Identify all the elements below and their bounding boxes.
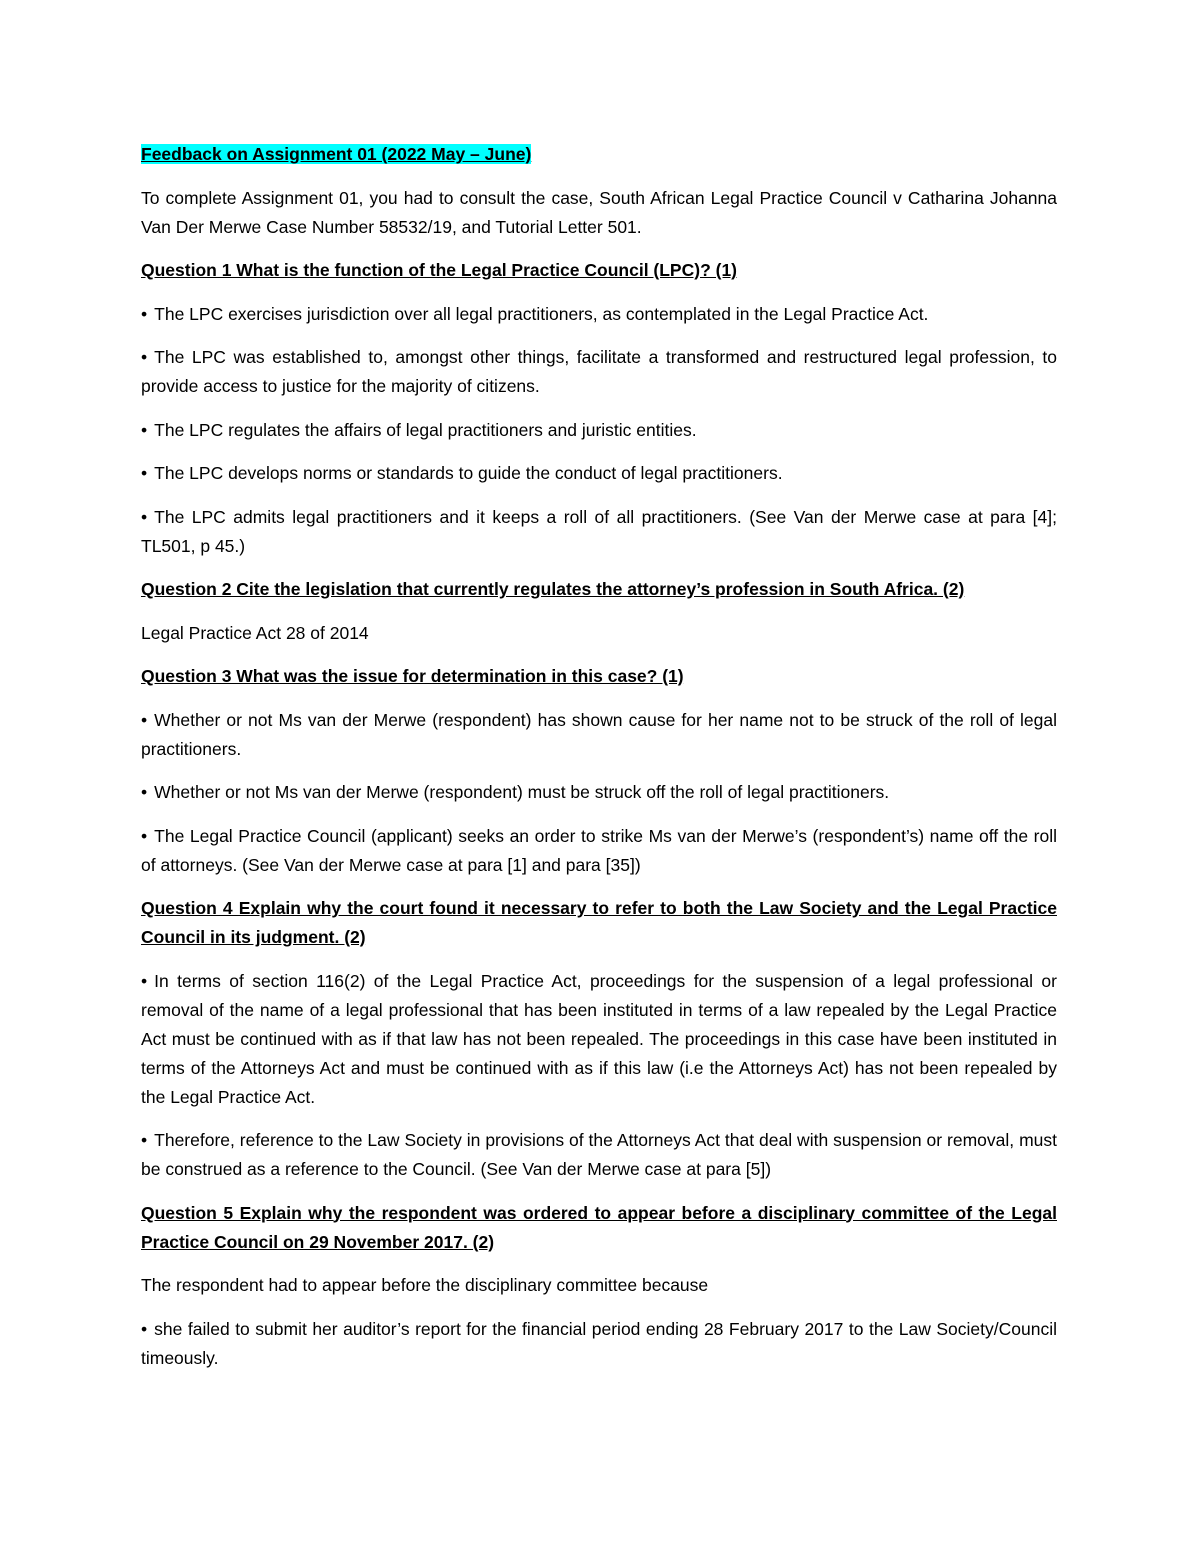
bullet-icon: • — [141, 1318, 148, 1339]
q1-bullet-4-text: The LPC develops norms or standards to guide the conduct of legal practitioners. — [154, 463, 783, 483]
bullet-icon: • — [141, 970, 148, 991]
q2-answer: Legal Practice Act 28 of 2014 — [141, 622, 369, 643]
q1-bullet-3 — [141, 416, 1057, 445]
q1-bullet-5 — [141, 503, 1057, 561]
question-4-heading: Question 4 Explain why the court found it necessary to refer to both the Law Society and the Legal Practice Council in its judgment. (2) — [141, 898, 1057, 947]
q4-bullet-1-text: In terms of section 116(2) of the Legal Practice Act, proceedings for the suspension of a legal professional or removal of the name of a legal professional that has been instituted in terms of a law repealed by the Legal Practice Act must be continued with as if that law has not been repealed. The proceedings in this case have been instituted in terms of the Attorneys Act and must be continued with as if this law (i.e the Attorneys Act) has not been repealed by the Legal Practice Act. — [141, 970, 1057, 1107]
q1-bullet-1-text: The LPC exercises jurisdiction over all legal practitioners, as contemplated in the Legal Practice Act. — [154, 303, 929, 324]
q3-bullet-1-text: Whether or not Ms van der Merwe (respondent) has shown cause for her name not to be struck of the roll of legal practitioners. — [141, 709, 1057, 759]
document-title: Feedback on Assignment 01 (2022 May – June) — [141, 144, 532, 164]
intro-paragraph: To complete Assignment 01, you had to consult the case, South African Legal Practice Council v Catharina Johanna Van Der Merwe Case Number 58532/19, and Tutorial Letter 501. — [141, 187, 1057, 237]
bullet-icon: • — [141, 825, 148, 846]
bullet-icon: • — [141, 347, 148, 367]
q5-bullet-1-text: she failed to submit her auditor’s report for the financial period ending 28 February 2017 to the Law Society/Council timeously. — [141, 1318, 1057, 1368]
bullet-icon: • — [141, 506, 148, 527]
q3-bullet-1 — [141, 706, 1057, 764]
question-1-heading: Question 1 What is the function of the Legal Practice Council (LPC)? (1) — [141, 260, 738, 280]
bullet-icon: • — [141, 782, 148, 802]
q3-bullet-2-text: Whether or not Ms van der Merwe (respondent) must be struck off the roll of legal practitioners. — [154, 782, 890, 802]
q5-bullet-1 — [141, 1315, 1057, 1373]
q1-bullet-4 — [141, 459, 1057, 488]
q1-bullet-3-text: The LPC regulates the affairs of legal practitioners and juristic entities. — [154, 419, 697, 440]
q4-bullet-1 — [141, 967, 1057, 1112]
q5-lead: The respondent had to appear before the disciplinary committee because — [141, 1275, 709, 1295]
q1-bullet-2 — [141, 343, 1057, 401]
q3-bullet-3-text: The Legal Practice Council (applicant) seeks an order to strike Ms van der Merwe’s (respondent’s) name off the roll of attorneys. (See Van der Merwe case at para [1] and para [35]) — [141, 825, 1057, 875]
question-2-heading: Question 2 Cite the legislation that currently regulates the attorney’s profession in South Africa. (2) — [141, 579, 965, 599]
document-body — [141, 140, 1057, 1387]
question-3-heading: Question 3 What was the issue for determination in this case? (1) — [141, 666, 684, 686]
bullet-icon: • — [141, 1130, 148, 1150]
q3-bullet-3 — [141, 822, 1057, 880]
q4-bullet-2 — [141, 1126, 1057, 1184]
q1-bullet-1 — [141, 300, 1057, 329]
bullet-icon: • — [141, 463, 148, 483]
q4-bullet-2-text: Therefore, reference to the Law Society in provisions of the Attorneys Act that deal with suspension or removal, must be construed as a reference to the Council. (See Van der Merwe case at para [5]) — [141, 1130, 1057, 1179]
bullet-icon: • — [141, 709, 148, 730]
title-paragraph — [141, 140, 1057, 169]
q1-bullet-2-text: The LPC was established to, amongst other things, facilitate a transformed and restructured legal profession, to provide access to justice for the majority of citizens. — [141, 347, 1057, 396]
q1-bullet-5-text: The LPC admits legal practitioners and it keeps a roll of all practitioners. (See Van der Merwe case at para [4]; TL501, p 45.) — [141, 506, 1057, 556]
q3-bullet-2 — [141, 778, 1057, 807]
bullet-icon: • — [141, 303, 148, 324]
bullet-icon: • — [141, 419, 148, 440]
question-5-heading: Question 5 Explain why the respondent was ordered to appear before a disciplinary committee of the Legal Practice Council on 29 November 2017. (2) — [141, 1202, 1057, 1252]
